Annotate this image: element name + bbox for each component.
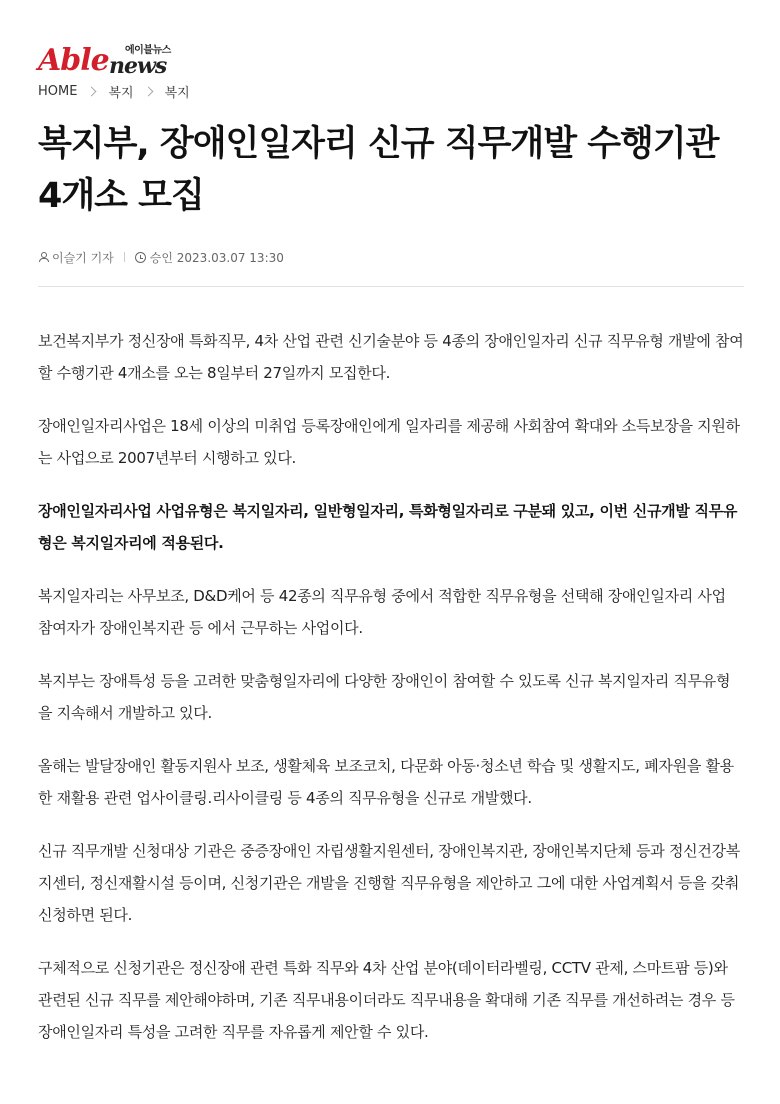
logo-korean-text: 에이블뉴스 bbox=[125, 45, 171, 56]
chevron-right-icon bbox=[143, 86, 153, 96]
approval-datetime: 승인 2023.03.07 13:30 bbox=[149, 250, 284, 265]
logo-able-text: Able bbox=[38, 43, 109, 78]
article-paragraph: 구체적으로 신청기관은 정신장애 관련 특화 직무와 4차 산업 분야(데이터라벨링, CCTV 관제, 스마트팜 등)와 관련된 신규 직무를 제안해야하며, 기존 직무내용이더라도 직무내용을 확대해 기존 직무를 개선하려는 경우 등 장애인일자리 특성을 고려한 직무를 자유롭게 제안할 수 있다. bbox=[38, 959, 735, 1041]
chevron-right-icon bbox=[87, 86, 97, 96]
breadcrumb bbox=[38, 82, 190, 100]
logo-news-text: news bbox=[109, 53, 167, 79]
article-paragraph: 장애인일자리사업은 18세 이상의 미취업 등록장애인에게 일자리를 제공해 사회참여 확대와 소득보장을 지원하는 사업으로 2007년부터 시행하고 있다. bbox=[38, 417, 740, 467]
breadcrumb-subsection[interactable]: 복지 bbox=[164, 85, 190, 101]
person-icon bbox=[38, 252, 48, 262]
meta-divider bbox=[124, 252, 125, 262]
article-paragraph: 복지일자리는 사무보조, D&D케어 등 42종의 직무유형 중에서 적합한 직무유형을 선택해 장애인일자리 사업 참여자가 장애인복지관 등 에서 근무하는 사업이다. bbox=[38, 587, 726, 637]
article-meta bbox=[38, 248, 284, 266]
article-paragraph-emphasis: 장애인일자리사업 사업유형은 복지일자리, 일반형일자리, 특화형일자리로 구분돼 있고, 이번 신규개발 직무유형은 복지일자리에 적용된다. bbox=[38, 502, 738, 552]
clock-icon bbox=[135, 252, 146, 263]
breadcrumb-home[interactable]: HOME bbox=[38, 83, 78, 99]
article-paragraph: 올해는 발달장애인 활동지원사 보조, 생활체육 보조코치, 다문화 아동·청소년 학습 및 생활지도, 폐자원을 활용한 재활용 관련 업사이클링.리사이클링 등 4종의 직무유형을 신규로 개발했다. bbox=[38, 757, 734, 807]
article-paragraph: 복지부는 장애특성 등을 고려한 맞춤형일자리에 다양한 장애인이 참여할 수 있도록 신규 복지일자리 직무유형을 지속해서 개발하고 있다. bbox=[38, 672, 731, 722]
article-title: 복지부, 장애인일자리 신규 직무개발 수행기관 4개소 모집 bbox=[38, 124, 719, 216]
header-divider bbox=[38, 286, 744, 287]
article-paragraph: 신규 직무개발 신청대상 기관은 중증장애인 자립생활지원센터, 장애인복지관, 장애인복지단체 등과 정신건강복지센터, 정신재활시설 등이며, 신청기관은 개발을 진행할 직무유형을 제안하고 그에 대한 사업계획서 등을 갖춰 신청하면 된다. bbox=[38, 842, 740, 924]
article-body bbox=[38, 325, 744, 1069]
article-paragraph: 보건복지부가 정신장애 특화직무, 4차 산업 관련 신기술분야 등 4종의 장애인일자리 신규 직무유형 개발에 참여할 수행기관 4개소를 오는 8일부터 27일까지 모집한다. bbox=[38, 332, 744, 382]
author-name[interactable]: 이슬기 기자 bbox=[52, 250, 114, 265]
breadcrumb-section[interactable]: 복지 bbox=[108, 85, 134, 101]
site-logo[interactable] bbox=[38, 44, 178, 78]
